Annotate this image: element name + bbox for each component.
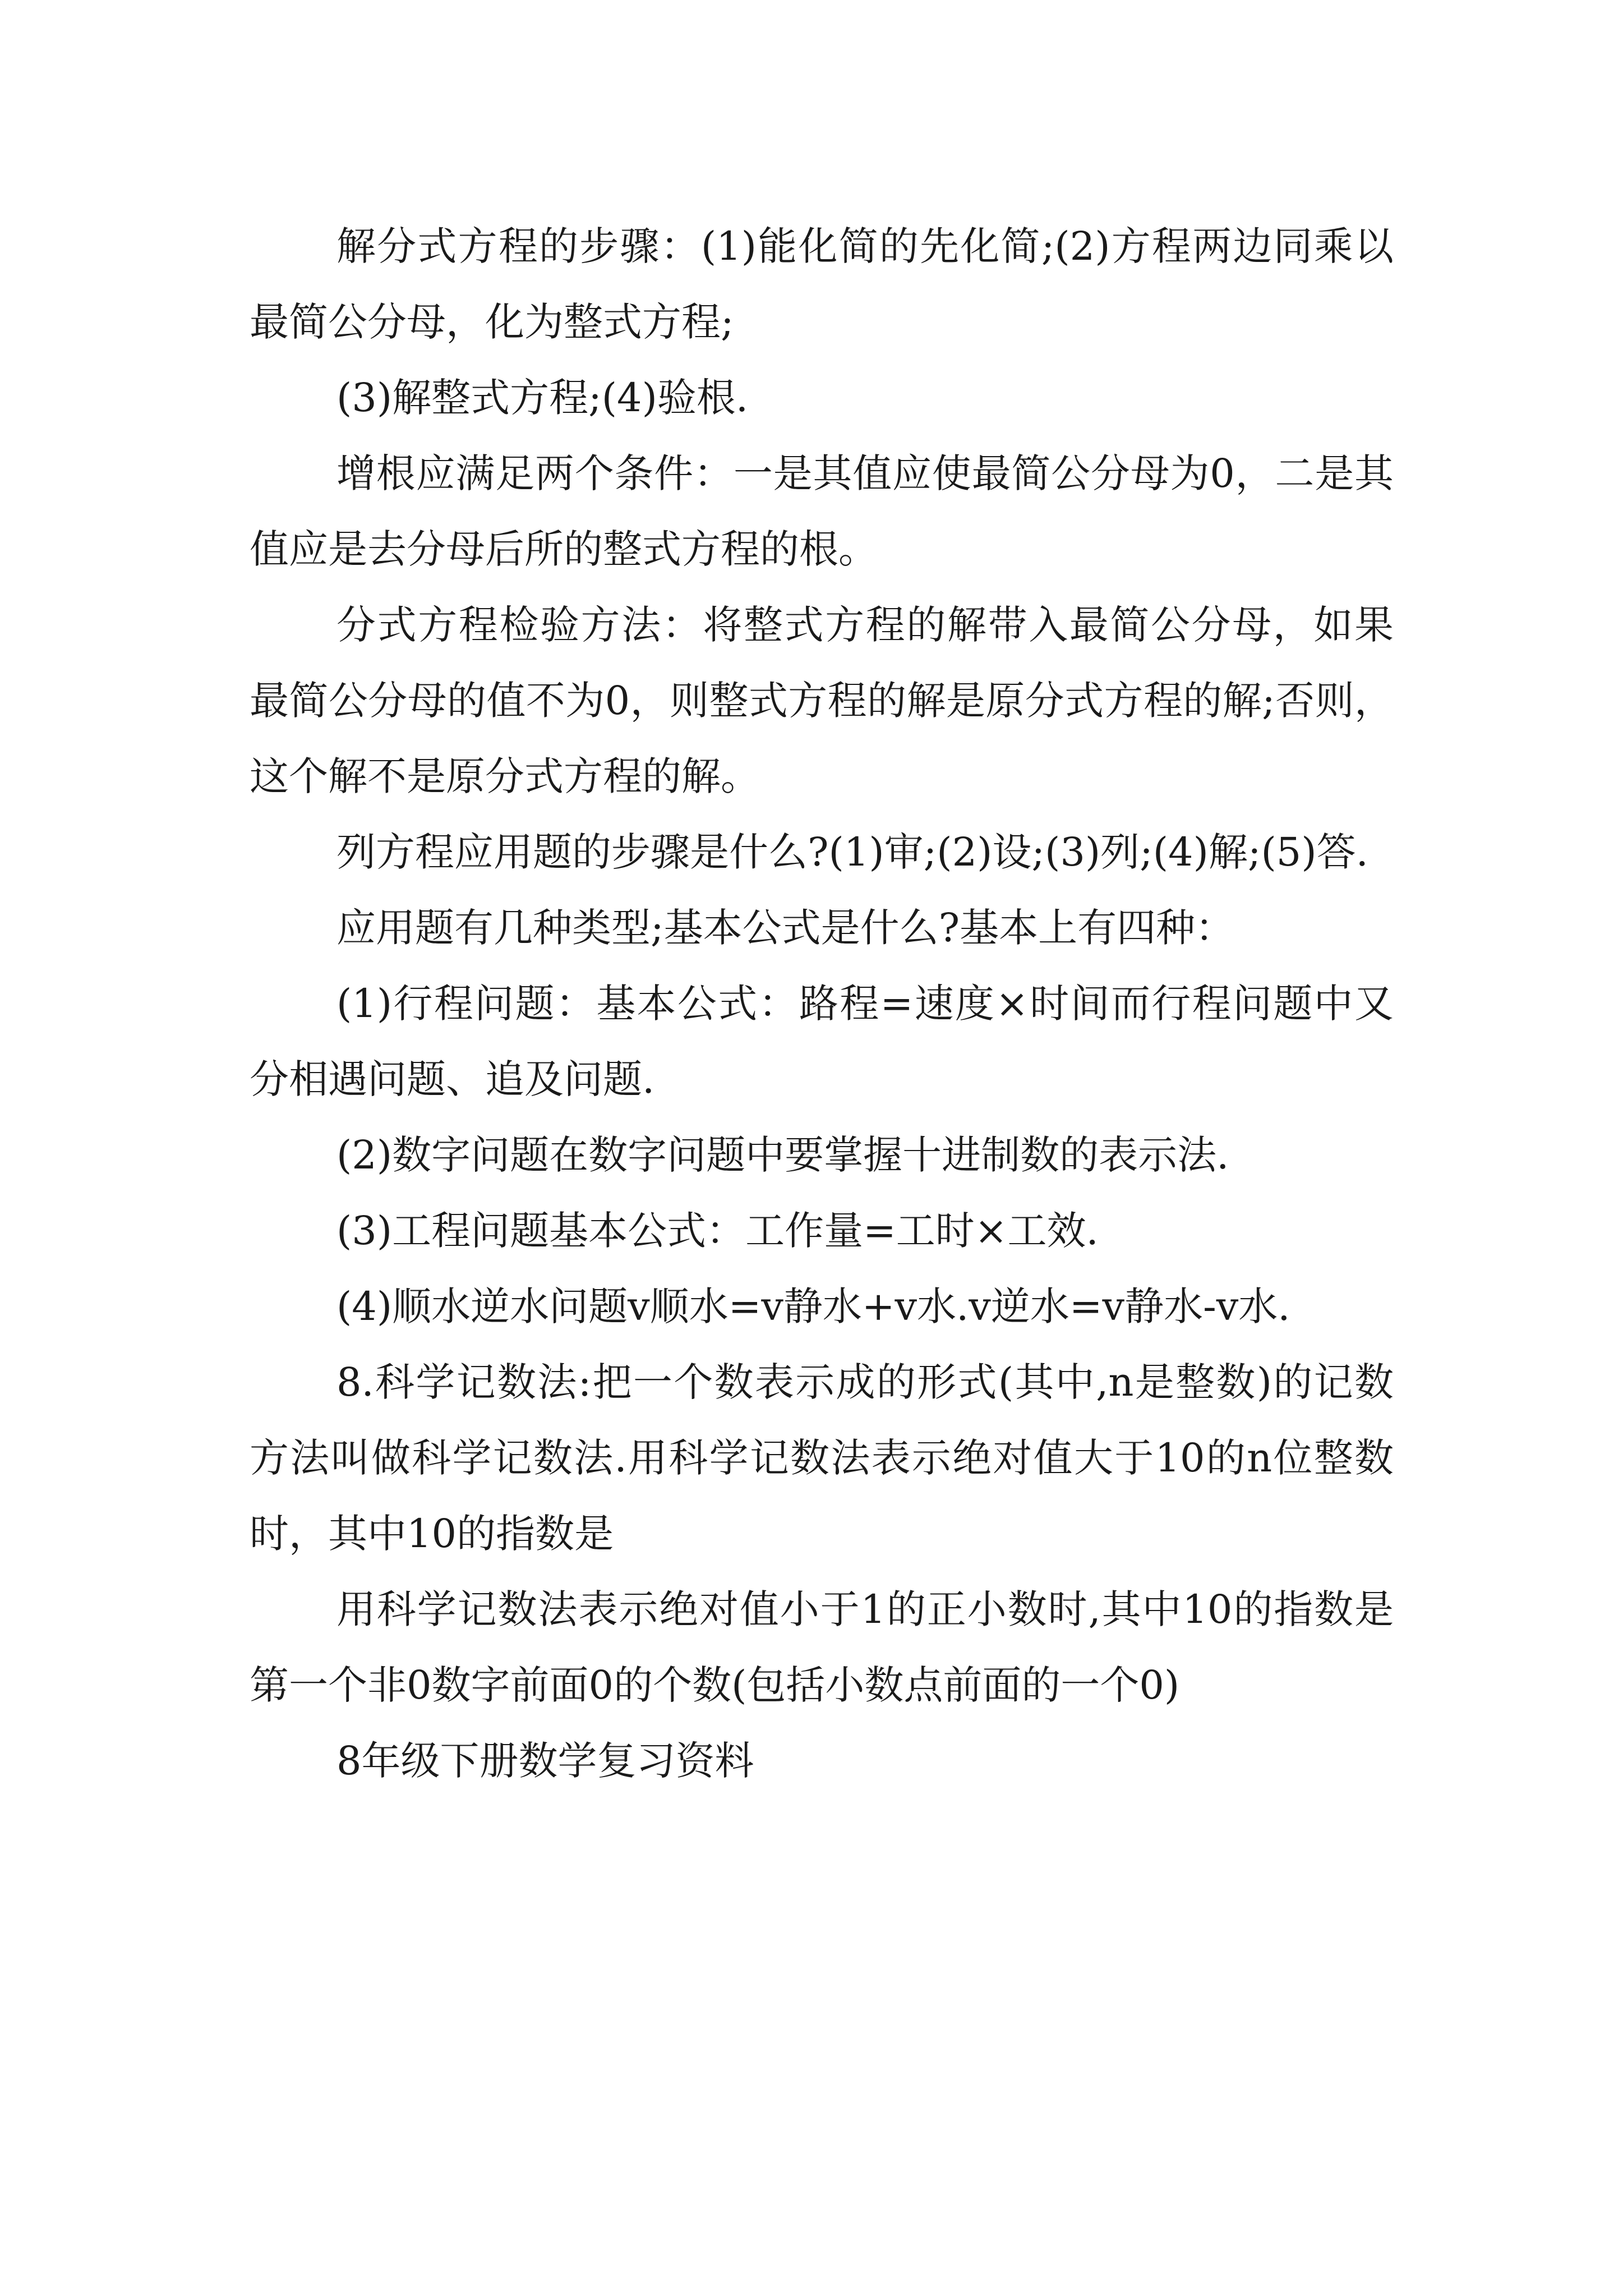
- paragraph-checking-method: 分式方程检验方法：将整式方程的解带入最简公分母，如果最简公分母的值不为0，则整式方程的解是原分式方程的解;否则，这个解不是原分式方程的解。: [250, 602, 1394, 799]
- paragraph-section-title: 8年级下册数学复习资料: [336, 1738, 754, 1784]
- paragraph-word-problem-steps: 列方程应用题的步骤是什么?(1)审;(2)设;(3)列;(4)解;(5)答.: [336, 829, 1368, 875]
- document-body: [250, 209, 1394, 1799]
- paragraph-current-problems: (4)顺水逆水问题v顺水=v静水+v水.v逆水=v静水-v水.: [336, 1283, 1290, 1329]
- paragraph-digit-problems: (2)数字问题在数字问题中要掌握十进制数的表示法.: [336, 1132, 1229, 1178]
- paragraph-small-decimal-notation: 用科学记数法表示绝对值小于1的正小数时,其中10的指数是第一个非0数字前面0的个数(包括小数点前面的一个0): [250, 1586, 1394, 1708]
- paragraph-extraneous-root-conditions: 增根应满足两个条件：一是其值应使最简公分母为0，二是其值应是去分母后所的整式方程的根。: [250, 450, 1394, 572]
- paragraph-scientific-notation: 8.科学记数法:把一个数表示成的形式(其中,n是整数)的记数方法叫做科学记数法.用科学记数法表示绝对值大于10的n位整数时，其中10的指数是: [250, 1359, 1394, 1557]
- paragraph-travel-problems: (1)行程问题：基本公式：路程=速度×时间而行程问题中又分相遇问题、追及问题.: [250, 981, 1394, 1102]
- paragraph-problem-types: 应用题有几种类型;基本公式是什么?基本上有四种：: [336, 905, 1235, 951]
- paragraph-fractional-equation-steps: 解分式方程的步骤：(1)能化简的先化简;(2)方程两边同乘以最简公分母，化为整式方程;: [250, 223, 1394, 345]
- paragraph-solve-and-check: (3)解整式方程;(4)验根.: [336, 375, 749, 421]
- paragraph-work-problems: (3)工程问题基本公式：工作量=工时×工效.: [336, 1208, 1099, 1254]
